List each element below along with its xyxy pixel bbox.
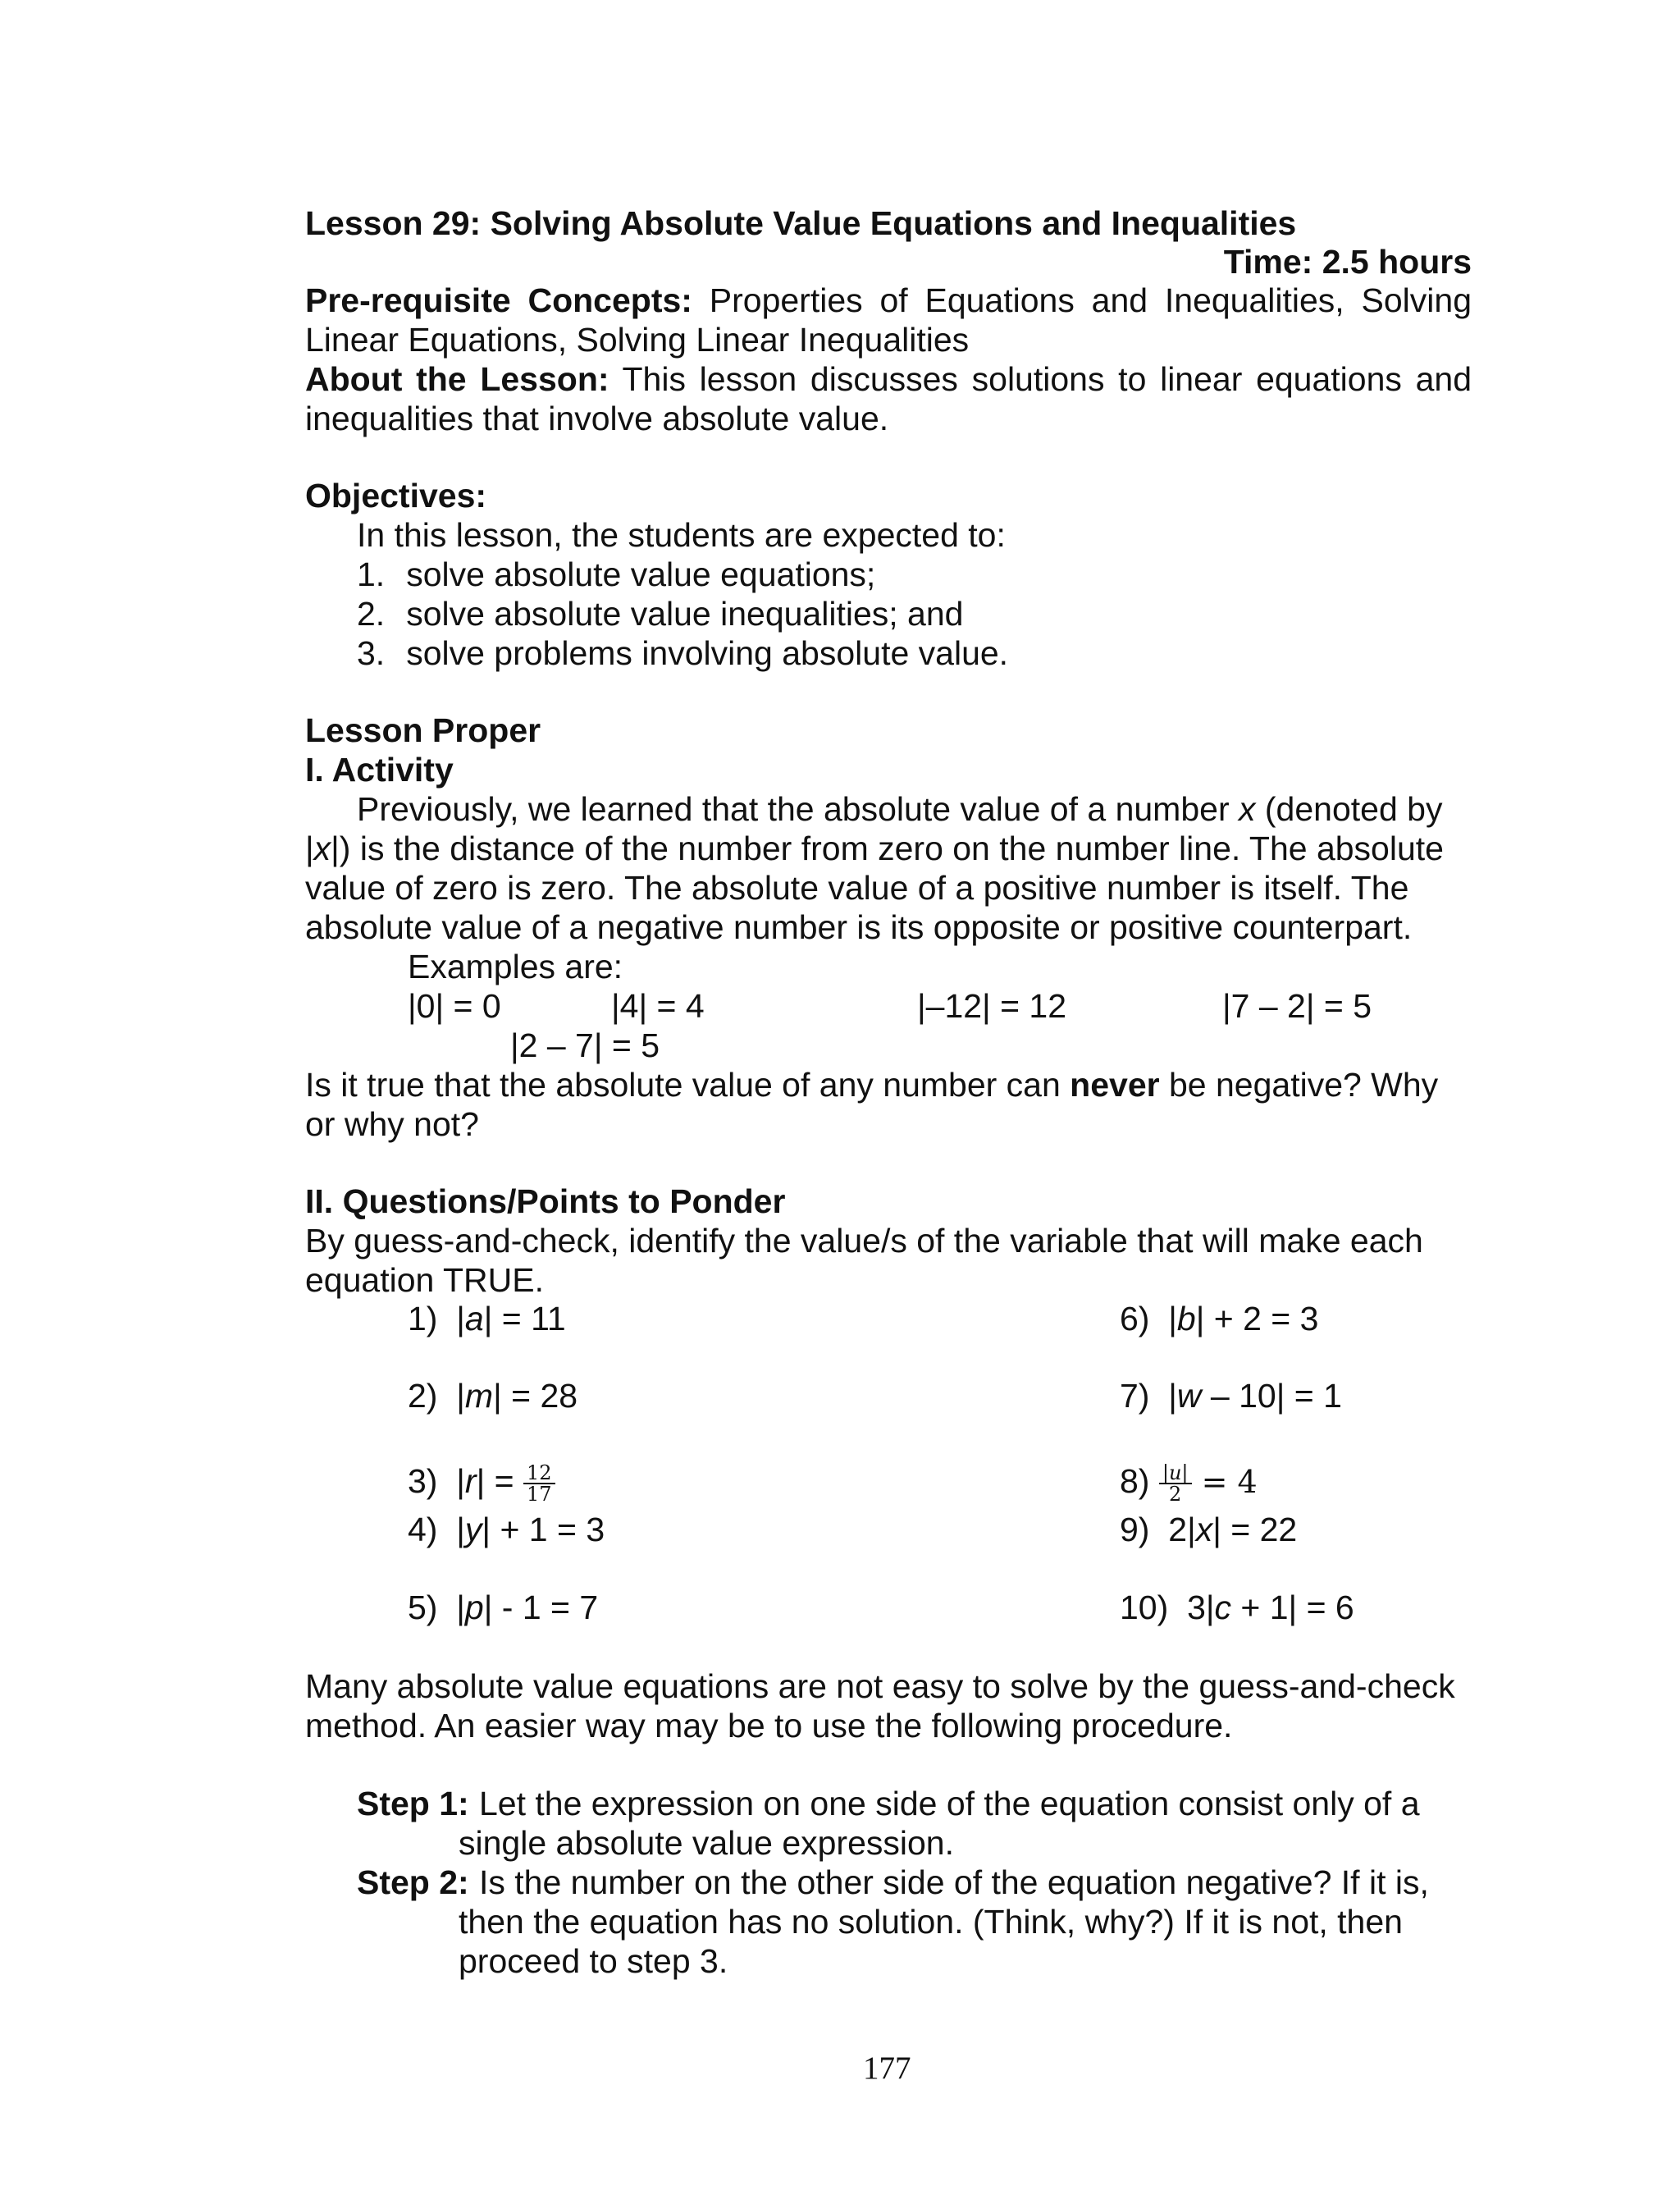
equation-item: 2) |m| = 28 [408,1377,578,1415]
step2-text: then the equation has no solution. (Think, why?) If it is not, then [459,1903,1403,1941]
activity-paragraph-line: absolute value of a negative number is its opposite or positive counterpart. [305,908,1413,946]
prereq-line2: Linear Equations, Solving Linear Inequalities [305,321,970,359]
equation-item: 3) |r| = $\frac{12}{17}$ [408,1461,555,1504]
equation-item: 7) |w – 10| = 1 [1120,1377,1342,1415]
equation-item: 6) |b| + 2 = 3 [1120,1300,1319,1337]
activity-paragraph-line: Previously, we learned that the absolute value of a number x (denoted by [357,790,1443,828]
example-item: |7 – 2| = 5 [1222,987,1372,1025]
step2-text: proceed to step 3. [459,1942,728,1980]
objectives-intro: In this lesson, the students are expected to: [357,516,1006,554]
fraction: $\frac{\text{|𝑢|}}{2}$ [1159,1463,1192,1504]
ponder-heading: II. Questions/Points to Ponder [305,1182,786,1220]
examples-label: Examples are: [408,948,623,985]
objectives-heading: Objectives: [305,477,487,514]
example-item: |–12| = 12 [917,987,1067,1025]
about-label: About the Lesson: [305,360,609,398]
activity-paragraph-line: value of zero is zero. The absolute value of a positive number is itself. The [305,869,1409,907]
activity-question-cont: or why not? [305,1105,479,1143]
prereq-label: Pre-requisite Concepts: [305,281,692,319]
equation-item: 1) |a| = 11 [408,1300,566,1337]
lesson-time: Time: 2.5 hours [1223,243,1472,281]
lesson-proper-heading: Lesson Proper [305,711,541,749]
objective-item: 1. solve absolute value equations; [357,556,876,593]
example-item: |4| = 4 [611,987,705,1025]
equation-item: 9) 2|x| = 22 [1120,1511,1298,1548]
procedure-intro-line: Many absolute value equations are not easy to solve by the guess-and-check [305,1667,1455,1705]
equation-item: 10) 3|c + 1| = 6 [1120,1589,1354,1626]
example-item: |2 – 7| = 5 [510,1026,660,1064]
about-line1: About the Lesson: This lesson discusses solutions to linear equations and [305,360,1472,398]
equation-item: 5) |p| - 1 = 7 [408,1589,599,1626]
step1-label: Step 1: [357,1785,469,1822]
activity-heading: I. Activity [305,751,454,789]
activity-question: Is it true that the absolute value of any number can never be negative? Why [305,1066,1439,1104]
ponder-intro-line: By guess-and-check, identify the value/s of the variable that will make each [305,1222,1423,1260]
ponder-intro-line: equation TRUE. [305,1261,544,1299]
equation-item: 8) $\frac{\text{|𝑢|}}{2}$ = 4 [1120,1461,1258,1506]
step2-label: Step 2: [357,1863,469,1901]
objective-item: 2. solve absolute value inequalities; and [357,595,964,633]
prereq-line1: Pre-requisite Concepts: Properties of Equations and Inequalities, Solving [305,281,1472,319]
about-line2: inequalities that involve absolute value. [305,400,889,437]
procedure-intro-line: method. An easier way may be to use the following procedure. [305,1707,1233,1744]
objective-item: 3. solve problems involving absolute value. [357,634,1009,672]
activity-paragraph-line: |x|) is the distance of the number from zero on the number line. The absolute [305,830,1444,867]
step1-text: single absolute value expression. [459,1824,954,1862]
page-number: 177 [863,2051,911,2086]
lesson-title: Lesson 29: Solving Absolute Value Equations and Inequalities [305,204,1297,242]
step2-text: Is the number on the other side of the equation negative? If it is, [479,1863,1429,1901]
step1-text: Let the expression on one side of the equation consist only of a [479,1785,1420,1822]
equation-item: 4) |y| + 1 = 3 [408,1511,605,1548]
fraction: $\frac{12}{17}$ [523,1463,555,1504]
example-item: |0| = 0 [408,987,501,1025]
